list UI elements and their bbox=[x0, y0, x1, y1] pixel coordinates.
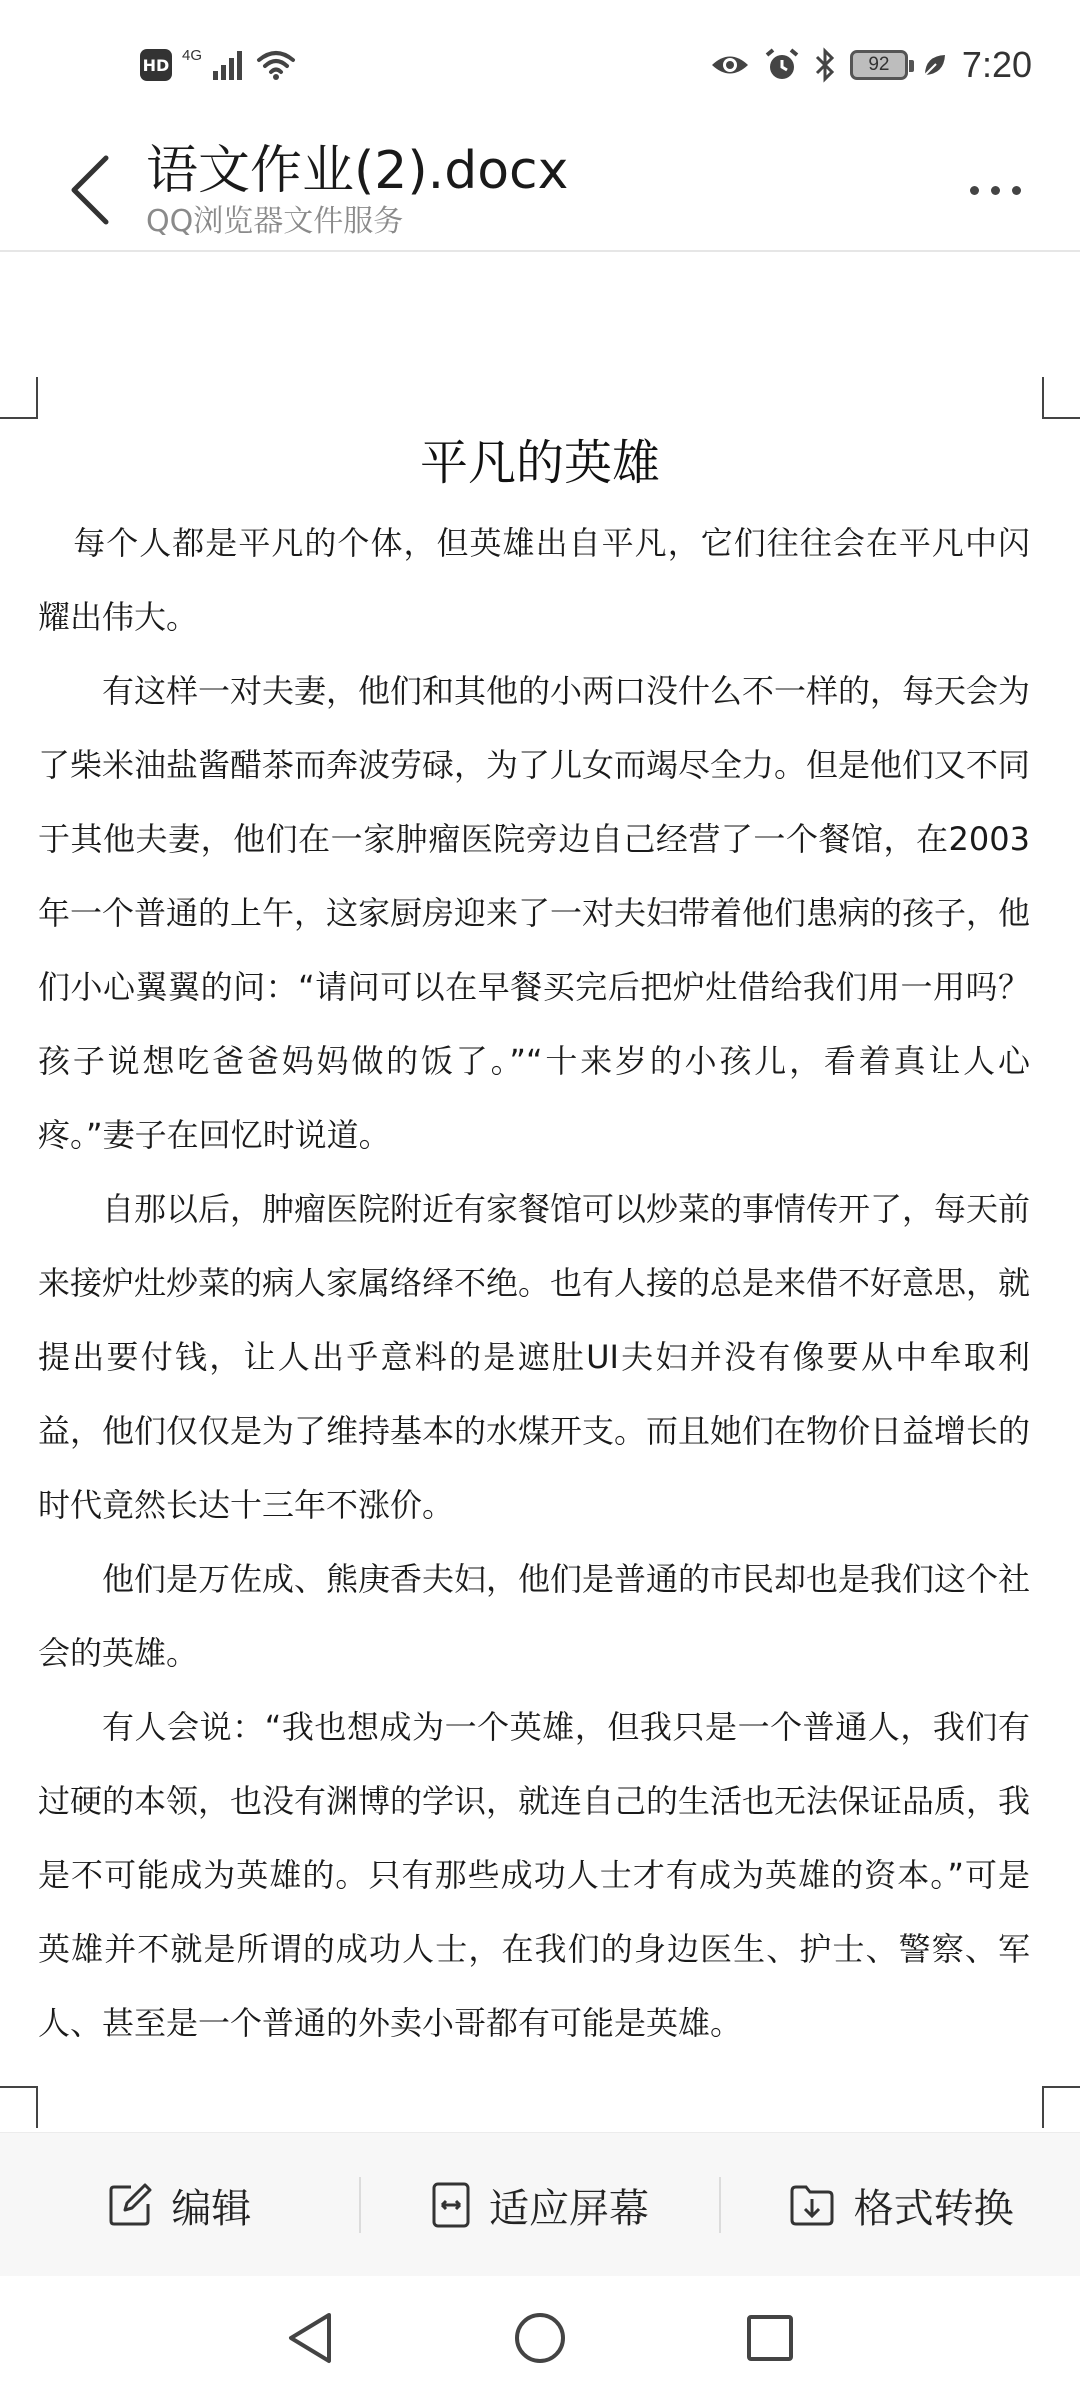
page-corner-mark bbox=[0, 2086, 38, 2128]
clock-time: 7:20 bbox=[961, 44, 1032, 85]
paragraph: 他们是万佐成、熊庚香夫妇，他们是普通的市民却也是我们这个社会的英雄。 bbox=[38, 1560, 1031, 1672]
eye-icon bbox=[710, 50, 750, 80]
format-convert-button[interactable] bbox=[721, 2133, 1080, 2277]
page-corner-mark bbox=[1042, 2086, 1080, 2128]
document-title: 语文作业(2).docx bbox=[146, 141, 569, 201]
paragraph: 自那以后，肿瘤医院附近有家餐馆可以炒菜的事情传开了，每天前来接炉灶炒菜的病人家属络绎不绝。也有人接的总是来借不好意思，就提出要付钱，让人出乎意料的是遮肚UI夫妇并没有像要从中牟取利益，他们仅仅是为了维持基本的水煤开支。而且她们在物价日益增长的时代竟然长达十三年不涨价。 bbox=[38, 1190, 1031, 1524]
more-dot bbox=[1012, 186, 1021, 195]
battery-indicator: 92 bbox=[850, 50, 908, 80]
paragraph: 每个人都是平凡的个体，但英雄出自平凡，它们往往会在平凡中闪耀出伟大。 bbox=[38, 524, 1030, 636]
fit-screen-label: 适应屏幕 bbox=[489, 2185, 649, 2232]
bottom-toolbar bbox=[0, 2132, 1080, 2277]
format-convert-label: 格式转换 bbox=[853, 2185, 1014, 2232]
status-right bbox=[710, 40, 1032, 90]
paragraph: 有人会说：“我也想成为一个英雄，但我只是一个普通人，我们有过硬的本领，也没有渊博的学识，就连自己的生活也无法保证品质，我是不可能成为英雄的。只有那些成功人士才有成为英雄的资本。”可是英雄并不就是所谓的成功人士，在我们的身边医生、护士、警察、军人、甚至是一个普通的外卖小哥都有可能是英雄。 bbox=[38, 1708, 1031, 2042]
more-options-button[interactable] bbox=[950, 160, 1040, 220]
back-button[interactable] bbox=[50, 140, 130, 240]
signal-icon bbox=[212, 49, 246, 81]
app-header bbox=[0, 130, 1080, 252]
edit-label: 编辑 bbox=[171, 2185, 252, 2232]
page-corner-mark bbox=[0, 377, 38, 419]
square-recents-icon bbox=[745, 2313, 795, 2363]
chevron-left-icon bbox=[68, 154, 112, 226]
essay-body bbox=[38, 506, 1030, 2060]
more-dot bbox=[991, 186, 1000, 195]
edit-button[interactable] bbox=[0, 2133, 359, 2277]
wifi-icon bbox=[256, 49, 296, 81]
edit-icon bbox=[107, 2182, 153, 2228]
alarm-icon bbox=[764, 47, 800, 83]
document-viewer[interactable] bbox=[0, 252, 1080, 2132]
fit-screen-button[interactable] bbox=[361, 2133, 720, 2277]
nav-home-button[interactable] bbox=[425, 2276, 655, 2400]
status-bar bbox=[0, 0, 1080, 130]
bluetooth-icon bbox=[814, 47, 836, 83]
hd-badge: HD bbox=[140, 49, 172, 81]
nav-recents-button[interactable] bbox=[655, 2276, 885, 2400]
more-dots-icon bbox=[970, 186, 979, 195]
system-nav-bar bbox=[0, 2276, 1080, 2400]
fit-screen-icon bbox=[431, 2181, 471, 2229]
document-source: QQ浏览器文件服务 bbox=[146, 204, 404, 239]
paragraph: 有这样一对夫妻，他们和其他的小两口没什么不一样的，每天会为了柴米油盐酱醋茶而奔波劳碌，为了儿女而竭尽全力。但是他们又不同于其他夫妻，他们在一家肿瘤医院旁边自己经营了一个餐馆，在2003年一个普通的上午，这家厨房迎来了一对夫妇带着他们患病的孩子，他们小心翼翼的问：“请问可以在早餐买完后把炉灶借给我们用一用吗？孩子说想吃爸爸妈妈做的饭了。”“十来岁的小孩儿，看着真让人心疼。”妻子在回忆时说道。 bbox=[38, 672, 1031, 1154]
nav-back-button[interactable] bbox=[195, 2276, 425, 2400]
download-folder-icon bbox=[788, 2183, 836, 2227]
essay-title: 平凡的英雄 bbox=[419, 435, 660, 491]
leaf-icon bbox=[922, 52, 948, 78]
page-corner-mark bbox=[1042, 377, 1080, 419]
status-left bbox=[140, 44, 296, 86]
circle-home-icon bbox=[513, 2311, 567, 2365]
triangle-back-icon bbox=[285, 2311, 335, 2365]
network-type: 4G bbox=[182, 46, 203, 64]
